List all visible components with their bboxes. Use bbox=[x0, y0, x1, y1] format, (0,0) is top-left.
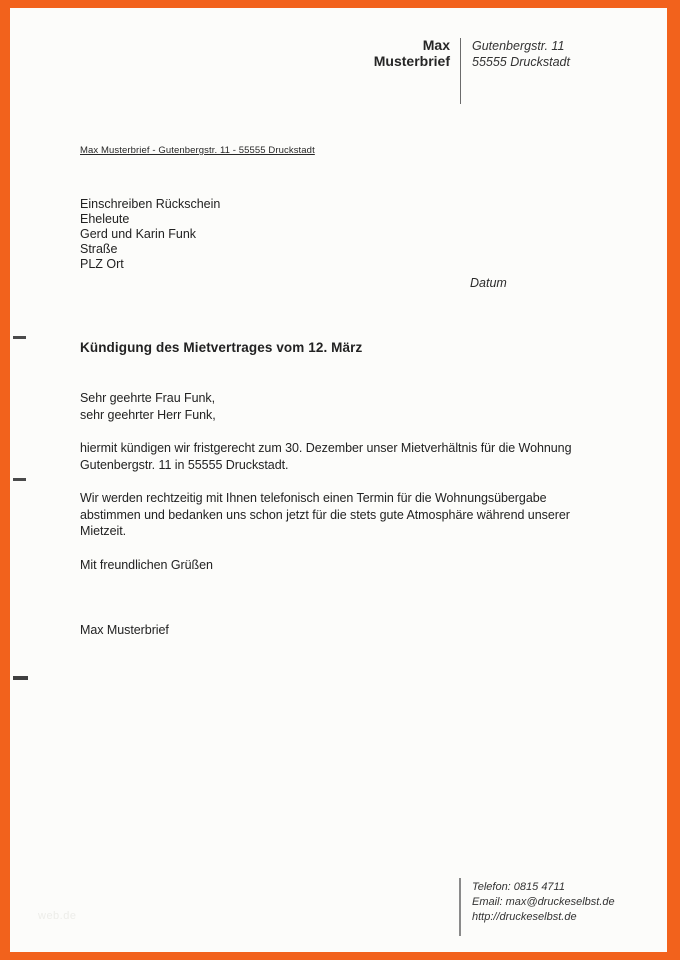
paragraph-1-line1: hiermit kündigen wir fristgerecht zum 30. Dezember unser Mietverhältnis für die Wohnung bbox=[80, 441, 572, 455]
paragraph-2 bbox=[80, 490, 625, 540]
footer-email: Email: max@druckeselbst.de bbox=[472, 896, 615, 908]
sender-window-line: Max Musterbrief - Gutenbergstr. 11 - 55555 Druckstadt bbox=[80, 145, 315, 156]
header-divider-line bbox=[460, 38, 461, 104]
salutation-line1: Sehr geehrte Frau Funk, bbox=[80, 391, 216, 405]
recipient-line-delivery: Einschreiben Rückschein bbox=[80, 197, 221, 211]
sender-name bbox=[10, 38, 450, 69]
paragraph-2-line1: Wir werden rechtzeitig mit Ihnen telefonisch einen Termin für die Wohnungsübergabe bbox=[80, 491, 547, 505]
salutation-line2: sehr geehrter Herr Funk, bbox=[80, 407, 216, 422]
paragraph-2-line2: abstimmen und bedanken uns schon jetzt für die stets gute Atmosphäre während unserer bbox=[80, 507, 570, 522]
closing-phrase: Mit freundlichen Grüßen bbox=[80, 557, 213, 572]
paragraph-1 bbox=[80, 440, 625, 473]
sender-address bbox=[472, 39, 570, 70]
recipient-line-city: PLZ Ort bbox=[80, 257, 124, 271]
sender-name-line2: Musterbrief bbox=[373, 52, 450, 69]
subject-line: Kündigung des Mietvertrages vom 12. März bbox=[80, 340, 363, 355]
footer-phone: Telefon: 0815 4711 bbox=[472, 881, 565, 893]
footer-contact-block bbox=[472, 880, 615, 925]
paragraph-1-line2: Gutenbergstr. 11 in 55555 Druckstadt. bbox=[80, 457, 289, 472]
date-label: Datum bbox=[470, 276, 507, 290]
fold-mark-top bbox=[13, 336, 26, 339]
sender-address-city: 55555 Druckstadt bbox=[472, 54, 570, 69]
recipient-line-street: Straße bbox=[80, 242, 118, 256]
footer-divider-line bbox=[459, 878, 461, 936]
recipient-line-names: Gerd und Karin Funk bbox=[80, 227, 197, 241]
fold-mark-bottom bbox=[13, 676, 28, 680]
fold-mark-middle bbox=[13, 478, 26, 481]
letter-body bbox=[80, 390, 625, 639]
watermark: web.de bbox=[38, 910, 77, 922]
signature-name: Max Musterbrief bbox=[80, 623, 169, 637]
footer-website: http://druckeselbst.de bbox=[472, 911, 577, 923]
recipient-line-salutation: Eheleute bbox=[80, 212, 130, 226]
letter-page bbox=[10, 8, 667, 952]
sender-name-line1: Max bbox=[422, 37, 450, 53]
paragraph-2-line3: Mietzeit. bbox=[80, 524, 127, 538]
sender-address-street: Gutenbergstr. 11 bbox=[472, 39, 565, 53]
salutation bbox=[80, 390, 625, 423]
recipient-block bbox=[80, 197, 220, 272]
